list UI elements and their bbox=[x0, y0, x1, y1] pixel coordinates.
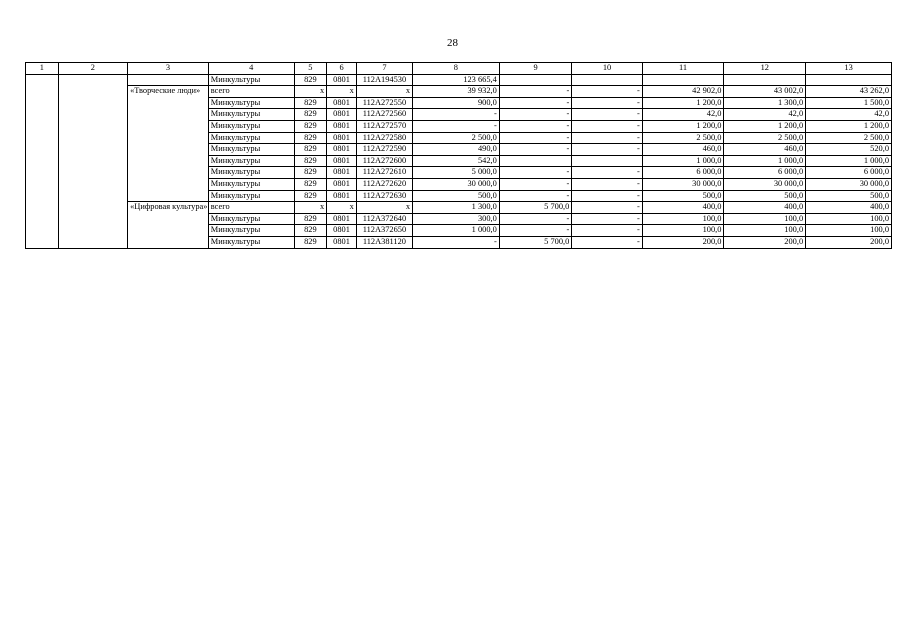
cell-ministry-code: 829 bbox=[294, 236, 327, 248]
cell-col13: 43 262,0 bbox=[806, 86, 892, 98]
cell-ministry-code: 829 bbox=[294, 225, 327, 237]
cell-col9: 5 700,0 bbox=[499, 202, 572, 214]
cell-target-code: 112А272600 bbox=[356, 155, 412, 167]
cell-col12: 30 000,0 bbox=[724, 178, 806, 190]
table-row bbox=[26, 86, 892, 98]
cell-section-code: 0801 bbox=[327, 144, 357, 156]
cell-col9: - bbox=[499, 120, 572, 132]
cell-col10: - bbox=[572, 236, 642, 248]
cell-target-code: 112А272620 bbox=[356, 178, 412, 190]
cell-col11: 2 500,0 bbox=[642, 132, 724, 144]
cell-col10 bbox=[572, 155, 642, 167]
cell-target-code: х bbox=[356, 86, 412, 98]
column-header: 12 bbox=[724, 63, 806, 75]
cell-col11 bbox=[642, 74, 724, 86]
cell-ministry-code: х bbox=[294, 202, 327, 214]
cell-col9 bbox=[499, 74, 572, 86]
cell-col10: - bbox=[572, 225, 642, 237]
column-header: 5 bbox=[294, 63, 327, 75]
cell-col2 bbox=[58, 74, 127, 248]
cell-col10: - bbox=[572, 190, 642, 202]
header-row bbox=[26, 63, 892, 75]
cell-col13: 1 200,0 bbox=[806, 120, 892, 132]
column-header: 9 bbox=[499, 63, 572, 75]
cell-col13: 100,0 bbox=[806, 225, 892, 237]
cell-ministry-code: 829 bbox=[294, 213, 327, 225]
cell-col10 bbox=[572, 74, 642, 86]
cell-department: всего bbox=[208, 86, 294, 98]
cell-department: Минкультуры bbox=[208, 236, 294, 248]
cell-ministry-code: 829 bbox=[294, 97, 327, 109]
cell-col12: 42,0 bbox=[724, 109, 806, 121]
cell-section-code: 0801 bbox=[327, 155, 357, 167]
cell-col11: 1 000,0 bbox=[642, 155, 724, 167]
cell-department: Минкультуры bbox=[208, 132, 294, 144]
cell-col10: - bbox=[572, 213, 642, 225]
cell-col10: - bbox=[572, 132, 642, 144]
cell-target-code: 112А272550 bbox=[356, 97, 412, 109]
cell-section-code: 0801 bbox=[327, 225, 357, 237]
cell-department: Минкультуры bbox=[208, 120, 294, 132]
cell-col12: 200,0 bbox=[724, 236, 806, 248]
cell-department: Минкультуры bbox=[208, 74, 294, 86]
cell-col9: - bbox=[499, 132, 572, 144]
cell-col10: - bbox=[572, 178, 642, 190]
cell-col8: 39 932,0 bbox=[413, 86, 500, 98]
cell-col9: - bbox=[499, 213, 572, 225]
cell-col12: 1 300,0 bbox=[724, 97, 806, 109]
cell-col1 bbox=[26, 74, 59, 248]
cell-col10: - bbox=[572, 202, 642, 214]
cell-ministry-code: 829 bbox=[294, 144, 327, 156]
cell-col8: - bbox=[413, 120, 500, 132]
cell-col11: 400,0 bbox=[642, 202, 724, 214]
cell-section-code: 0801 bbox=[327, 109, 357, 121]
cell-section-code: 0801 bbox=[327, 132, 357, 144]
cell-col11: 200,0 bbox=[642, 236, 724, 248]
cell-col10: - bbox=[572, 144, 642, 156]
cell-col11: 500,0 bbox=[642, 190, 724, 202]
cell-col8: 123 665,4 bbox=[413, 74, 500, 86]
cell-ministry-code: х bbox=[294, 86, 327, 98]
cell-col13: 100,0 bbox=[806, 213, 892, 225]
cell-target-code: 112А272570 bbox=[356, 120, 412, 132]
cell-col10: - bbox=[572, 167, 642, 179]
column-header: 11 bbox=[642, 63, 724, 75]
cell-target-code: 112А272580 bbox=[356, 132, 412, 144]
cell-col13: 520,0 bbox=[806, 144, 892, 156]
cell-department: Минкультуры bbox=[208, 97, 294, 109]
cell-department: Минкультуры bbox=[208, 109, 294, 121]
cell-col12: 460,0 bbox=[724, 144, 806, 156]
cell-ministry-code: 829 bbox=[294, 109, 327, 121]
cell-department: Минкультуры bbox=[208, 155, 294, 167]
cell-col11: 6 000,0 bbox=[642, 167, 724, 179]
cell-col13: 6 000,0 bbox=[806, 167, 892, 179]
cell-col12 bbox=[724, 74, 806, 86]
cell-section-code: х bbox=[327, 202, 357, 214]
cell-col11: 1 200,0 bbox=[642, 120, 724, 132]
cell-section-code: 0801 bbox=[327, 97, 357, 109]
cell-col13: 400,0 bbox=[806, 202, 892, 214]
cell-col12: 1 000,0 bbox=[724, 155, 806, 167]
cell-target-code: 112А272560 bbox=[356, 109, 412, 121]
cell-ministry-code: 829 bbox=[294, 132, 327, 144]
cell-col9: - bbox=[499, 86, 572, 98]
cell-ministry-code: 829 bbox=[294, 120, 327, 132]
cell-department: Минкультуры bbox=[208, 167, 294, 179]
cell-col8: 1 000,0 bbox=[413, 225, 500, 237]
cell-col10: - bbox=[572, 97, 642, 109]
cell-col9: - bbox=[499, 225, 572, 237]
column-header: 10 bbox=[572, 63, 642, 75]
cell-col9: - bbox=[499, 144, 572, 156]
cell-department: Минкультуры bbox=[208, 225, 294, 237]
group-label-creative-people: «Творческие люди» bbox=[128, 86, 209, 202]
cell-col12: 400,0 bbox=[724, 202, 806, 214]
cell-col12: 1 200,0 bbox=[724, 120, 806, 132]
cell-ministry-code: 829 bbox=[294, 167, 327, 179]
cell-ministry-code: 829 bbox=[294, 155, 327, 167]
cell-col12: 43 002,0 bbox=[724, 86, 806, 98]
cell-col8: - bbox=[413, 236, 500, 248]
cell-col11: 42 902,0 bbox=[642, 86, 724, 98]
cell-col9: - bbox=[499, 178, 572, 190]
cell-target-code: 112А372640 bbox=[356, 213, 412, 225]
cell-department: Минкультуры bbox=[208, 178, 294, 190]
cell-ministry-code: 829 bbox=[294, 74, 327, 86]
cell-target-code: 112А272590 bbox=[356, 144, 412, 156]
cell-col10: - bbox=[572, 109, 642, 121]
cell-department: Минкультуры bbox=[208, 213, 294, 225]
cell-col13: 42,0 bbox=[806, 109, 892, 121]
cell-col8: 490,0 bbox=[413, 144, 500, 156]
cell-target-code: 112А194530 bbox=[356, 74, 412, 86]
column-header: 7 bbox=[356, 63, 412, 75]
cell-col11: 1 200,0 bbox=[642, 97, 724, 109]
table-row bbox=[26, 202, 892, 214]
column-header: 8 bbox=[413, 63, 500, 75]
column-header: 2 bbox=[58, 63, 127, 75]
cell-col13: 200,0 bbox=[806, 236, 892, 248]
cell-col13: 30 000,0 bbox=[806, 178, 892, 190]
cell-col12: 6 000,0 bbox=[724, 167, 806, 179]
cell-col8: 300,0 bbox=[413, 213, 500, 225]
cell-department: Минкультуры bbox=[208, 144, 294, 156]
cell-ministry-code: 829 bbox=[294, 178, 327, 190]
cell-col11: 100,0 bbox=[642, 213, 724, 225]
cell-col8: 2 500,0 bbox=[413, 132, 500, 144]
cell-section-code: 0801 bbox=[327, 213, 357, 225]
group-label-digital-culture: «Цифровая культура» bbox=[128, 202, 209, 248]
cell-col13: 1 000,0 bbox=[806, 155, 892, 167]
cell-col13 bbox=[806, 74, 892, 86]
cell-col13: 2 500,0 bbox=[806, 132, 892, 144]
cell-col12: 2 500,0 bbox=[724, 132, 806, 144]
cell-col12: 100,0 bbox=[724, 225, 806, 237]
cell-target-code: 112А381120 bbox=[356, 236, 412, 248]
column-header: 13 bbox=[806, 63, 892, 75]
cell-col11: 100,0 bbox=[642, 225, 724, 237]
cell-section-code: 0801 bbox=[327, 190, 357, 202]
cell-section-code: х bbox=[327, 86, 357, 98]
cell-col8: 542,0 bbox=[413, 155, 500, 167]
cell-col13: 1 500,0 bbox=[806, 97, 892, 109]
cell-department: Минкультуры bbox=[208, 190, 294, 202]
cell-department: всего bbox=[208, 202, 294, 214]
table-row bbox=[26, 74, 892, 86]
cell-col9: - bbox=[499, 167, 572, 179]
cell-col13: 500,0 bbox=[806, 190, 892, 202]
cell-target-code: 112А272630 bbox=[356, 190, 412, 202]
page-number: 28 bbox=[447, 37, 458, 49]
cell-section-code: 0801 bbox=[327, 236, 357, 248]
cell-col11: 460,0 bbox=[642, 144, 724, 156]
cell-col8: - bbox=[413, 109, 500, 121]
cell-col12: 100,0 bbox=[724, 213, 806, 225]
cell-section-code: 0801 bbox=[327, 178, 357, 190]
column-header: 1 bbox=[26, 63, 59, 75]
cell-col9: 5 700,0 bbox=[499, 236, 572, 248]
cell-col9: - bbox=[499, 190, 572, 202]
cell-col10: - bbox=[572, 120, 642, 132]
cell-ministry-code: 829 bbox=[294, 190, 327, 202]
column-header: 4 bbox=[208, 63, 294, 75]
cell-target-code: 112А372650 bbox=[356, 225, 412, 237]
cell-section-code: 0801 bbox=[327, 167, 357, 179]
cell-col8: 5 000,0 bbox=[413, 167, 500, 179]
cell-target-code: 112А272610 bbox=[356, 167, 412, 179]
budget-table bbox=[25, 62, 892, 249]
cell-col8: 500,0 bbox=[413, 190, 500, 202]
cell-col8: 30 000,0 bbox=[413, 178, 500, 190]
cell-col10: - bbox=[572, 86, 642, 98]
cell-col11: 30 000,0 bbox=[642, 178, 724, 190]
cell-section-code: 0801 bbox=[327, 74, 357, 86]
cell-col3 bbox=[128, 74, 209, 86]
column-header: 6 bbox=[327, 63, 357, 75]
cell-col12: 500,0 bbox=[724, 190, 806, 202]
cell-target-code: х bbox=[356, 202, 412, 214]
cell-col9: - bbox=[499, 97, 572, 109]
cell-col9 bbox=[499, 155, 572, 167]
cell-col8: 1 300,0 bbox=[413, 202, 500, 214]
column-header: 3 bbox=[128, 63, 209, 75]
cell-col9: - bbox=[499, 109, 572, 121]
cell-col8: 900,0 bbox=[413, 97, 500, 109]
cell-section-code: 0801 bbox=[327, 120, 357, 132]
cell-col11: 42,0 bbox=[642, 109, 724, 121]
